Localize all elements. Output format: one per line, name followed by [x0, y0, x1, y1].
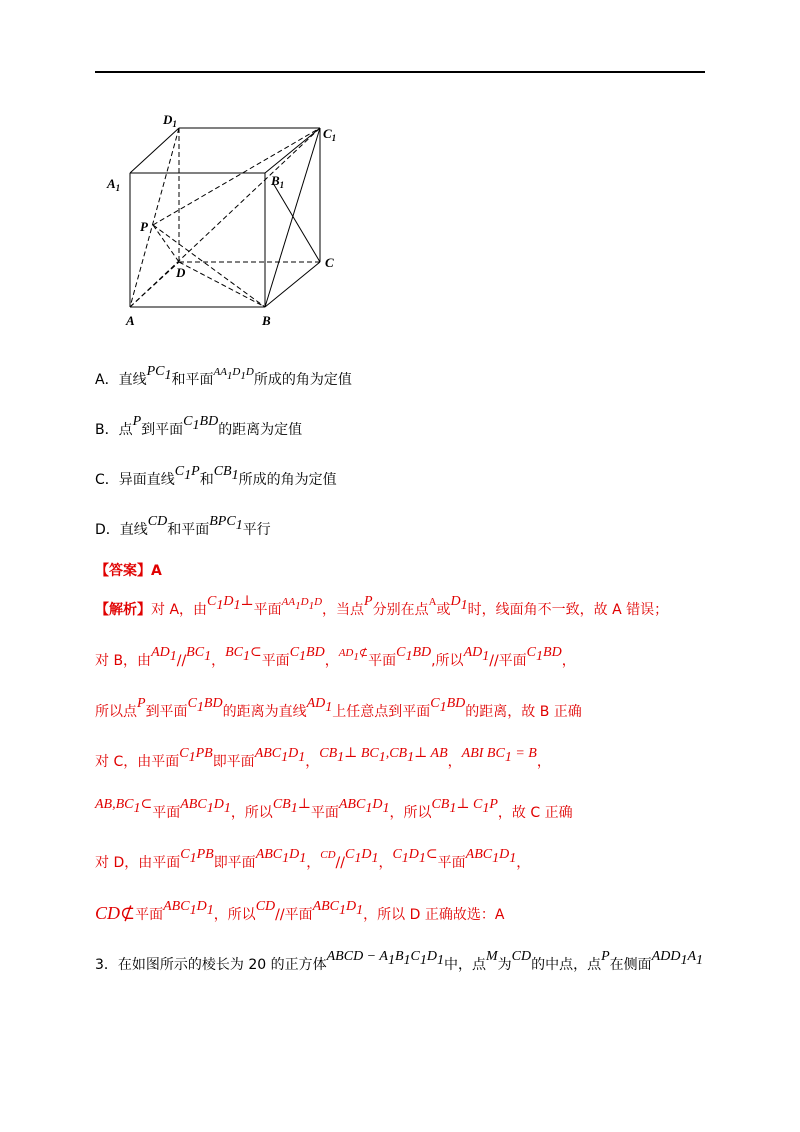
analysis-line-1: 【解析】对 A，由$C_1D_1\perp$平面$^{AA}_1^D_1^D$，当点P分别在点$^A$或$D_1$时，线面角不一致，故 A 错误； [95, 594, 669, 618]
option-c: C．异面直线$C_1P$和$CB_1$所成的角为定值 [95, 464, 337, 488]
hidden-d-b [179, 262, 265, 307]
edge-b1-c1 [265, 128, 320, 173]
option-b: B．点P到平面$C_1BD$的距离为定值 [95, 414, 303, 438]
cube-figure [95, 105, 355, 335]
hidden-p-b [153, 225, 265, 307]
edge-b1-c [273, 183, 320, 262]
label-D1: $D_1$ [163, 112, 177, 129]
label-A1: $A_1$ [107, 176, 121, 193]
hidden-p-d [153, 225, 179, 262]
edge-b-c [265, 262, 320, 307]
label-B: B [262, 313, 271, 328]
label-P: P [140, 219, 148, 234]
analysis-line-2: 对 B，由$AD_1//BC_1$，$BC_1\subset$平面$C_1BD$，$^{AD}_1$⊄平面$C_1BD$,所以$AD_1//$平面$C_1BD$， [95, 645, 576, 669]
label-A: A [126, 313, 135, 328]
question-3: 3．在如图所示的棱长为 20 的正方体ABCD − $A_1B_1C_1D_1$中，点M为CD的中点，点P在侧面$ADD_1A_1$ [95, 949, 703, 973]
analysis-line-7: CD⊄平面$ABC_1D_1$，所以CD//平面$ABC_1D_1$，所以 D 正确故选：A [95, 899, 505, 923]
option-d: D．直线CD和平面$BPC_1$平行 [95, 514, 271, 538]
edge-a1-d1 [130, 128, 179, 173]
label-C1: $C_1$ [323, 126, 337, 143]
option-a: A．直线$PC_1$和平面$^{AA}_1^D_1^D$所成的角为定值 [95, 364, 352, 388]
answer-line: 【答案】A [95, 563, 162, 579]
label-C: C [325, 255, 334, 270]
hidden-a-c1 [130, 128, 320, 307]
label-D: D [176, 265, 186, 280]
analysis-line-5: $AB,BC_1\subset$平面$ABC_1D_1$，所以$CB_1\perp$平面$ABC_1D_1$，所以$CB_1\perp$ $C_1P$，故 C 正确 [95, 797, 573, 821]
analysis-line-6: 对 D，由平面$C_1PB$即平面$ABC_1D_1$，$^{CD}//C_1D_1$，$C_1D_1\subset$平面$ABC_1D_1$， [95, 847, 531, 871]
hidden-d1-a [130, 128, 179, 307]
header-rule [95, 71, 705, 73]
label-B1: $B_1$ [271, 173, 285, 190]
analysis-line-3: 所以点P到平面$C_1BD$的距离为直线$AD_1$上任意点到平面$C_1BD$的距离，故 B 正确 [95, 696, 582, 720]
analysis-line-4: 对 C，由平面$C_1PB$即平面$ABC_1D_1$，$CB_1\perp$ $BC_1,CB_1\perp$ AB，ABI $BC_1 = B$， [95, 746, 551, 770]
